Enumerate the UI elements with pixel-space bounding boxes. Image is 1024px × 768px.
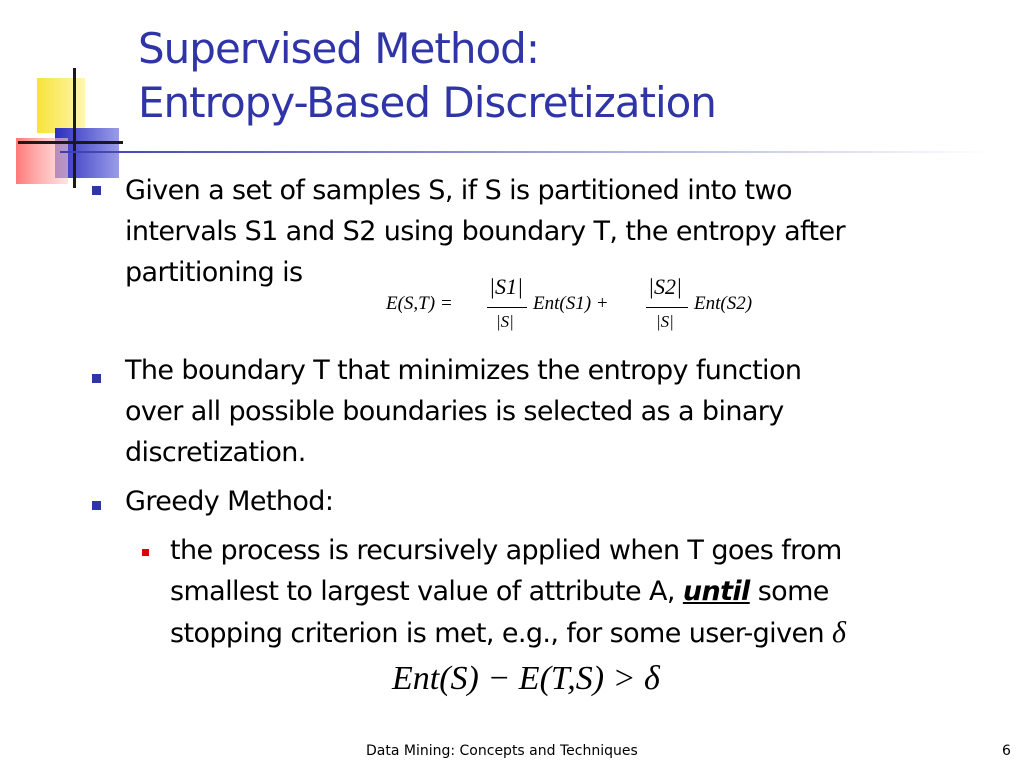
bullet-2-text xyxy=(125,350,801,473)
text-line xyxy=(170,571,845,612)
text-line xyxy=(170,612,845,654)
text-line: Given a set of samples S, if S is partitioned into two xyxy=(125,175,792,206)
sub-bullet-text xyxy=(170,530,845,654)
text-line: Greedy Method: xyxy=(125,486,334,517)
text-span: some xyxy=(749,576,829,607)
fraction-1-denominator: |S| xyxy=(496,312,514,331)
page-number: 6 xyxy=(1002,743,1011,759)
bullet-3-text xyxy=(125,481,333,522)
entropy-equation xyxy=(386,272,806,342)
equation-term-1: Ent(S1) + xyxy=(533,293,609,314)
slide-title xyxy=(138,22,998,130)
emphasis-until: until xyxy=(682,576,750,607)
sub-bullet-marker xyxy=(142,549,149,556)
text-span: smallest to largest value of attribute A, xyxy=(170,576,683,607)
title-line-2: Entropy-Based Discretization xyxy=(138,78,716,127)
equation-term-2: Ent(S2) xyxy=(694,293,753,314)
fraction-1-numerator: |S1| xyxy=(489,274,524,299)
delta-symbol: δ xyxy=(831,616,846,649)
fraction-2-denominator: |S| xyxy=(656,312,674,331)
bullet-marker xyxy=(92,501,101,510)
bullet-marker xyxy=(92,186,101,195)
text-line: intervals S1 and S2 using boundary T, the entropy after xyxy=(125,216,845,247)
text-line: over all possible boundaries is selected as a binary xyxy=(125,396,784,427)
bullet-marker xyxy=(92,374,101,383)
stopping-criterion-equation: Ent(S) − E(T,S) > δ xyxy=(392,660,660,697)
fraction-2-bar xyxy=(646,307,688,308)
text-line: partitioning is xyxy=(125,257,303,288)
title-divider xyxy=(60,151,990,153)
footer-title: Data Mining: Concepts and Techniques xyxy=(366,743,638,759)
text-line: the process is recursively applied when T goes from xyxy=(170,535,842,566)
text-span: stopping criterion is met, e.g., for some user-given xyxy=(170,618,824,649)
decorative-squares-icon xyxy=(0,0,135,200)
fraction-1-bar xyxy=(487,307,527,308)
text-line: discretization. xyxy=(125,437,306,468)
equation-lhs: E(S,T) = xyxy=(386,293,453,314)
title-line-1: Supervised Method: xyxy=(138,24,539,73)
fraction-2-numerator: |S2| xyxy=(648,274,683,299)
text-line: The boundary T that minimizes the entropy function xyxy=(125,355,802,386)
